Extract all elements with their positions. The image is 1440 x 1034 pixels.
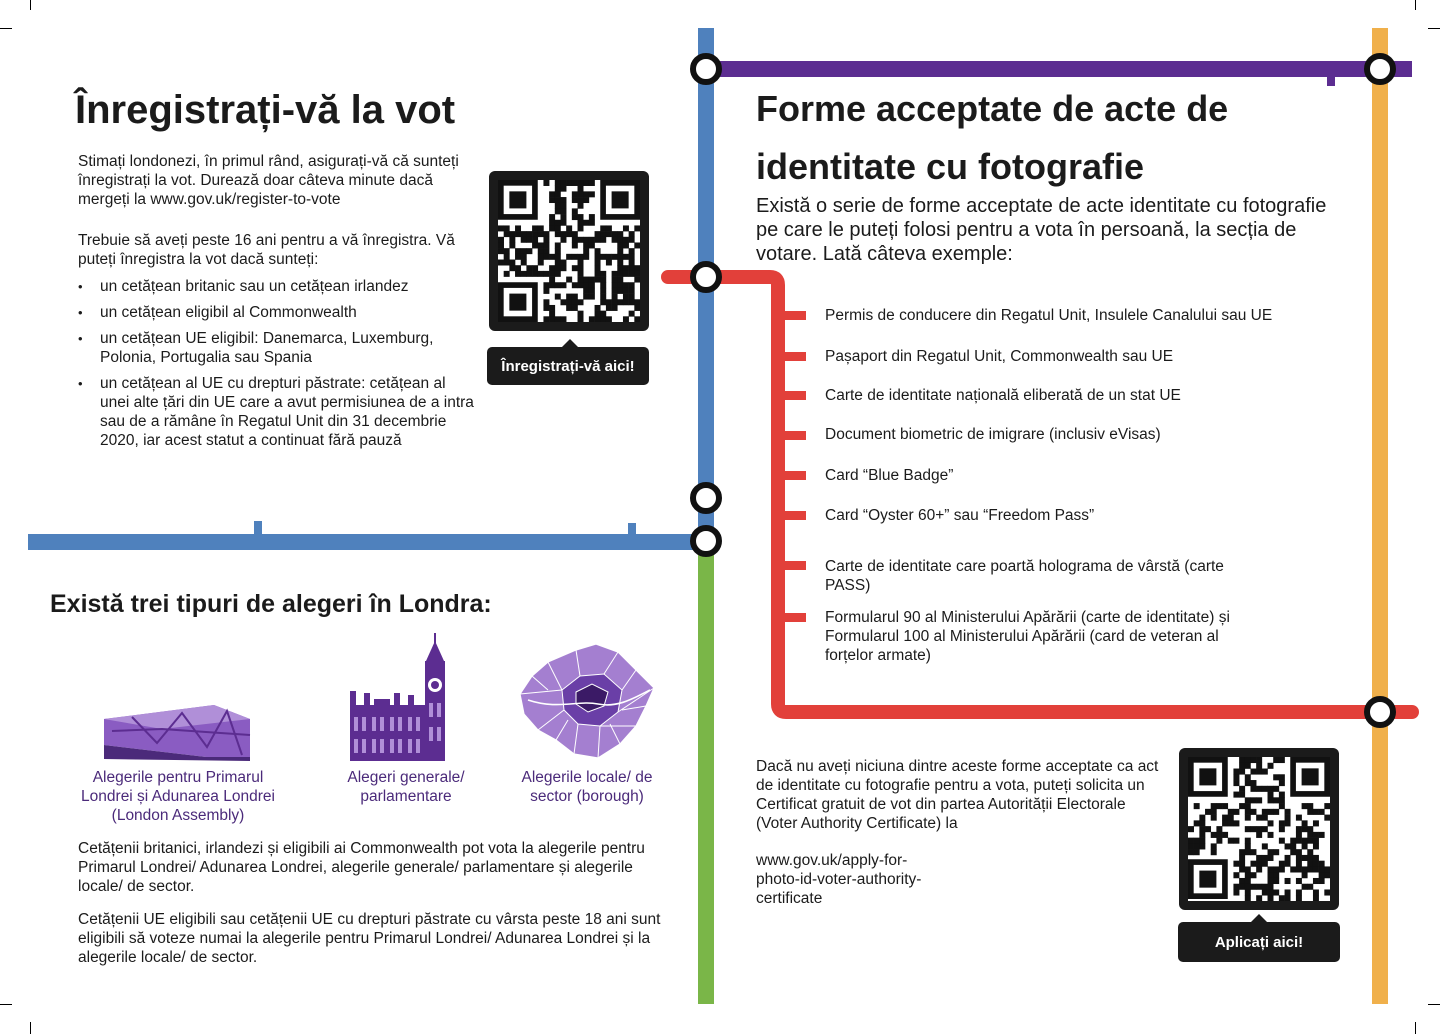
blue-line-horizontal — [28, 534, 708, 550]
list-item: Carte de identitate care poartă holograma de vârstă (carte PASS) — [825, 558, 1224, 594]
list-item: • un cetățean britanic sau un cetățean irlandez — [78, 277, 478, 296]
qr-code-icon — [498, 180, 640, 322]
elections-title: Există trei tipuri de alegeri în Londra: — [50, 590, 492, 618]
list-item: Pașaport din Regatul Unit, Commonwealth sau UE — [825, 348, 1174, 365]
station-circle — [693, 485, 719, 511]
election-type-label: Alegerile pentru Primarul Londrei și Adunarea Londrei (London Assembly) — [81, 769, 275, 824]
blue-tick — [254, 521, 262, 535]
orange-line — [1372, 28, 1388, 1004]
election-type-label: Alegerile locale/ de sector (borough) — [521, 769, 653, 805]
station-circle — [693, 264, 719, 290]
register-eligibility-list — [78, 277, 478, 457]
list-item: • un cetățean al UE cu drepturi păstrate: cetățean al unei alte țări din UE care a avut permisiunea de a intra sau de a rămâne în Regatul Unit din 31 decembrie 2020, iar acest statut a continuat fără pauză — [78, 374, 478, 450]
photo-id-intro: Există o serie de forme acceptate de acte identitate cu fotografie pe care le puteți folosi pentru a vota în persoană, la secția de votare. Lată câteva exemple: — [756, 195, 1327, 265]
certificate-url[interactable]: www.gov.uk/apply-for-photo-id-voter-authority-certificate — [756, 852, 922, 907]
elections-para-2: Cetățenii UE eligibili sau cetățenii UE cu drepturi păstrate cu vârsta peste 18 ani sunt eligibili să voteze numai la alegerile pentru Primarul Londrei/ Adunarea Londrei și la alegerile locale/ de sector. — [78, 911, 661, 966]
list-item: Document biometric de imigrare (inclusiv eVisas) — [825, 426, 1161, 443]
list-item: • un cetățean eligibil al Commonwealth — [78, 303, 478, 322]
elections-para-1: Cetățenii britanici, irlandezi și eligibili ai Commonwealth pot vota la alegerile pentru Primarul Londrei/ Adunarea Londrei, alegerile generale/ parlamentare și alegerile locale/ de sector. — [78, 840, 645, 895]
apply-qr-code[interactable] — [1179, 748, 1339, 910]
photo-id-title — [756, 80, 1356, 196]
purple-line — [706, 61, 1412, 77]
list-item: Permis de conducere din Regatul Unit, Insulele Canalului sau UE — [825, 307, 1273, 324]
apply-here-button[interactable]: Aplicați aici! — [1178, 922, 1340, 962]
register-title: Înregistrați-vă la vot — [75, 88, 456, 132]
london-map-icon — [518, 640, 658, 762]
station-circle — [1367, 56, 1393, 82]
station-circle — [693, 528, 719, 554]
photo-id-title-line1: Forme acceptate de acte de — [756, 88, 1229, 129]
register-intro: Stimați londonezi, în primul rând, asigurați-vă că sunteți înregistrați la vot. Durează doar câteva minute dacă mergeți la www.gov.uk/register-to-vote — [78, 153, 459, 208]
register-qr-code[interactable] — [489, 171, 649, 331]
green-line — [698, 541, 714, 1004]
list-item: • un cetățean UE eligibil: Danemarca, Luxemburg, Polonia, Portugalia sau Spania — [78, 329, 478, 367]
station-circle — [1367, 699, 1393, 725]
big-ben-icon — [350, 633, 446, 761]
photo-id-title-line2: identitate cu fotografie — [756, 146, 1145, 187]
station-circle — [693, 56, 719, 82]
list-item: Card “Oyster 60+” sau “Freedom Pass” — [825, 507, 1095, 524]
list-item: Formularul 90 al Ministerului Apărării (carte de identitate) și Formularul 100 al Ministerului Apărării (card de veteran al forțelor armate) — [825, 609, 1230, 664]
register-age-text: Trebuie să aveți peste 16 ani pentru a vă înregistra. Vă puteți înregistra la vot dacă sunteți: — [78, 232, 455, 268]
qr-code-icon — [1188, 757, 1330, 901]
list-item: Carte de identitate națională eliberată de un stat UE — [825, 387, 1181, 404]
blue-tick — [628, 523, 636, 535]
list-item: Card “Blue Badge” — [825, 467, 954, 484]
certificate-text: Dacă nu aveți niciuna dintre aceste forme acceptate ca act de identitate cu fotografie pentru a vota, puteți solicita un Certificat gratuit de vot din partea Autorității Electorale (Voter Authority Certificate) la — [756, 758, 1159, 832]
city-hall-icon — [102, 705, 252, 761]
election-type-label: Alegeri generale/ parlamentare — [347, 769, 465, 805]
register-here-button[interactable]: Înregistrați-vă aici! — [487, 347, 649, 385]
